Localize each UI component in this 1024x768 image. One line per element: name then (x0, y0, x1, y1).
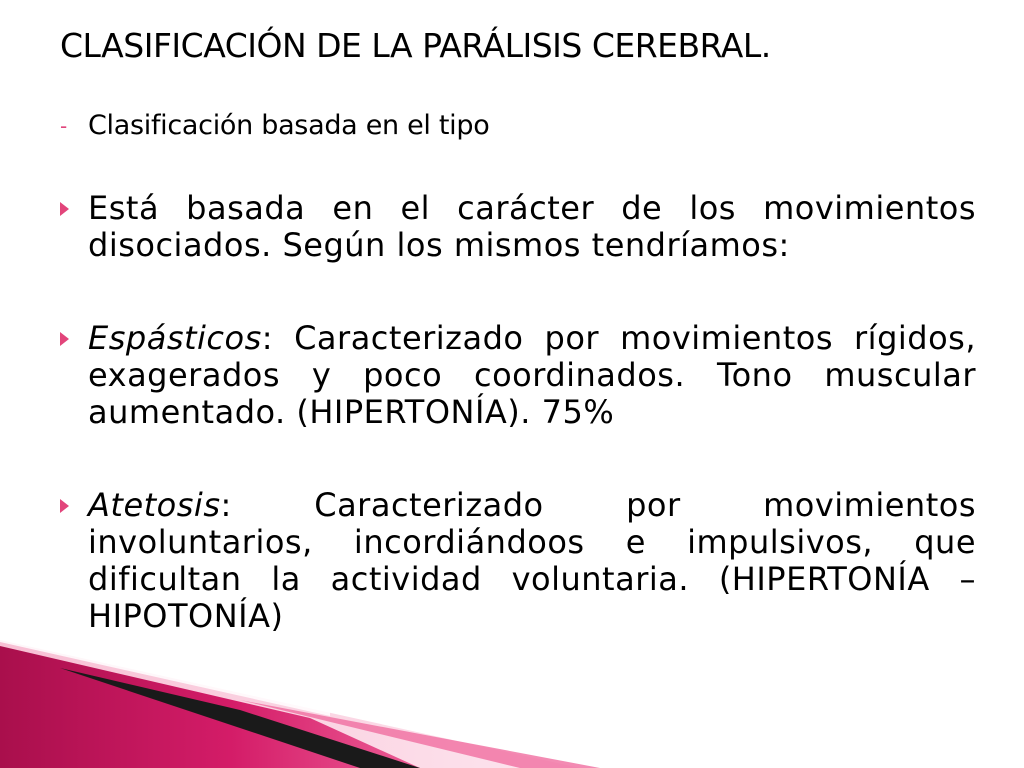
triangle-bullet-icon (60, 332, 69, 346)
bullet-separator: : (261, 319, 274, 357)
bullet-item (58, 320, 976, 431)
bullet-list (58, 190, 976, 691)
bullet-lead: Espásticos (88, 319, 262, 357)
bullet-separator: : (220, 486, 232, 524)
subheading (60, 110, 489, 141)
dash-bullet: - (60, 113, 68, 138)
slide-title: CLASIFICACIÓN DE LA PARÁLISIS CEREBRAL. (60, 26, 771, 65)
triangle-bullet-icon (60, 202, 69, 216)
subheading-label: Clasificación basada en el tipo (88, 110, 490, 141)
bullet-text: Caracterizado por movimientos rígidos, exagerados y poco coordinados. Tono muscular aumentado. (HIPERTONÍA). 75% (88, 319, 976, 431)
decor-pink-stripe (240, 700, 600, 768)
bullet-text: Está basada en el carácter de los movimientos disociados. Según los mismos tendríamos: (88, 189, 976, 264)
triangle-bullet-icon (60, 499, 69, 513)
bullet-text: Caracterizado por movimientos involuntarios, incordiándoos e impulsivos, que dificultan la actividad voluntaria. (HIPERTONÍA –HIPOTONÍA) (88, 486, 976, 635)
bullet-item (58, 487, 976, 635)
bullet-lead: Atetosis (88, 486, 221, 524)
bullet-item (58, 190, 976, 264)
